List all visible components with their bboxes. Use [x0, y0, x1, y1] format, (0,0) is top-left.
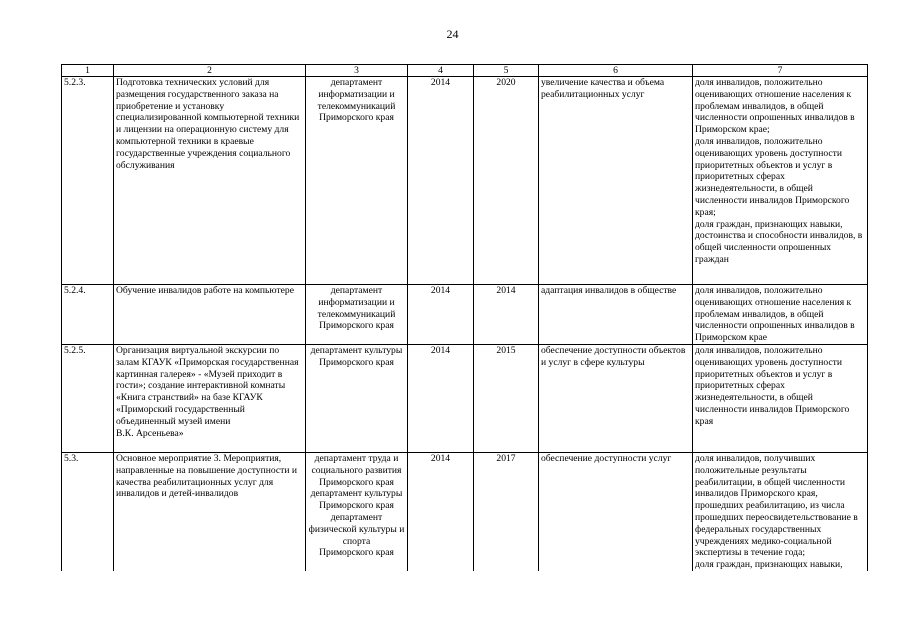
item-number: 5.2.3.: [62, 77, 114, 285]
column-header: 1: [62, 65, 114, 77]
executor: департамент труда и социального развития Приморского края департамент культуры Приморского края департамент физической культуры и спорта Приморского края: [306, 453, 408, 572]
column-header: 7: [693, 65, 868, 77]
column-header: 5: [474, 65, 539, 77]
executor: департамент информатизации и телекоммуникаций Приморского края: [306, 77, 408, 285]
measures-table: [61, 64, 868, 571]
column-header: 3: [306, 65, 408, 77]
end-year: 2015: [474, 345, 539, 453]
page-number: 24: [446, 27, 459, 41]
start-year: 2014: [408, 345, 474, 453]
column-header: 2: [114, 65, 306, 77]
header-row: [62, 65, 868, 77]
indicators: доля инвалидов, положительно оценивающих уровень доступности приоритетных объектов и услуг в приоритетных сферах жизнедеятельности, в общей численности инвалидов Приморского края: [693, 345, 868, 453]
indicators: доля инвалидов, положительно оценивающих отношение населения к проблемам инвалидов, в общей численности опрошенных инвалидов в Приморском крае; доля инвалидов, положительно оценивающих уровень доступности приоритетных объектов и услуг в приоритетных сферах жизнедеятельности, в общей численности инвалидов Приморского края; доля граждан, признающих навыки, достоинства и способности инвалидов, в общей численности опрошенных граждан: [693, 77, 868, 285]
executor: департамент культуры Приморского края: [306, 345, 408, 453]
start-year: 2014: [408, 285, 474, 345]
indicators: доля инвалидов, получивших положительные результаты реабилитации, в общей численности инвалидов Приморского края, прошедших реабилитацию, из числа прошедших переосвидетельствование в федеральных государственных учреждениях медико-социальной экспертизы в течение года; доля граждан, признающих навыки,: [693, 453, 868, 572]
table-row: [62, 345, 868, 453]
executor: департамент информатизации и телекоммуникаций Приморского края: [306, 285, 408, 345]
table-row: [62, 453, 868, 572]
item-number: 5.3.: [62, 453, 114, 572]
item-number: 5.2.5.: [62, 345, 114, 453]
measure-name: Организация виртуальной экскурсии по залам КГАУК «Приморская государственная картинная галерея» - «Музей приходит в гости»; создание интерактивной комнаты «Книга странствий» на базе КГАУК «Приморский государственный объединенный музей имени В.К. Арсеньева»: [114, 345, 306, 453]
expected-result: обеспечение доступности объектов и услуг в сфере культуры: [539, 345, 693, 453]
end-year: 2017: [474, 453, 539, 572]
expected-result: обеспечение доступности услуг: [539, 453, 693, 572]
indicators: доля инвалидов, положительно оценивающих отношение населения к проблемам инвалидов, в общей численности опрошенных инвалидов в Приморском крае: [693, 285, 868, 345]
column-header: 4: [408, 65, 474, 77]
start-year: 2014: [408, 77, 474, 285]
expected-result: увеличение качества и объема реабилитационных услуг: [539, 77, 693, 285]
end-year: 2014: [474, 285, 539, 345]
item-number: 5.2.4.: [62, 285, 114, 345]
measure-name: Обучение инвалидов работе на компьютере: [114, 285, 306, 345]
expected-result: адаптация инвалидов в обществе: [539, 285, 693, 345]
start-year: 2014: [408, 453, 474, 572]
column-header: 6: [539, 65, 693, 77]
table-row: [62, 77, 868, 285]
measure-name: Основное мероприятие 3. Мероприятия, направленные на повышение доступности и качества реабилитационных услуг для инвалидов и детей-инвалидов: [114, 453, 306, 572]
measure-name: Подготовка технических условий для размещения государственного заказа на приобретение и установку специализированной компьютерной техники и лицензии на операционную систему для компьютерной техники в краевые государственные учреждения социального обслуживания: [114, 77, 306, 285]
end-year: 2020: [474, 77, 539, 285]
table-row: [62, 285, 868, 345]
